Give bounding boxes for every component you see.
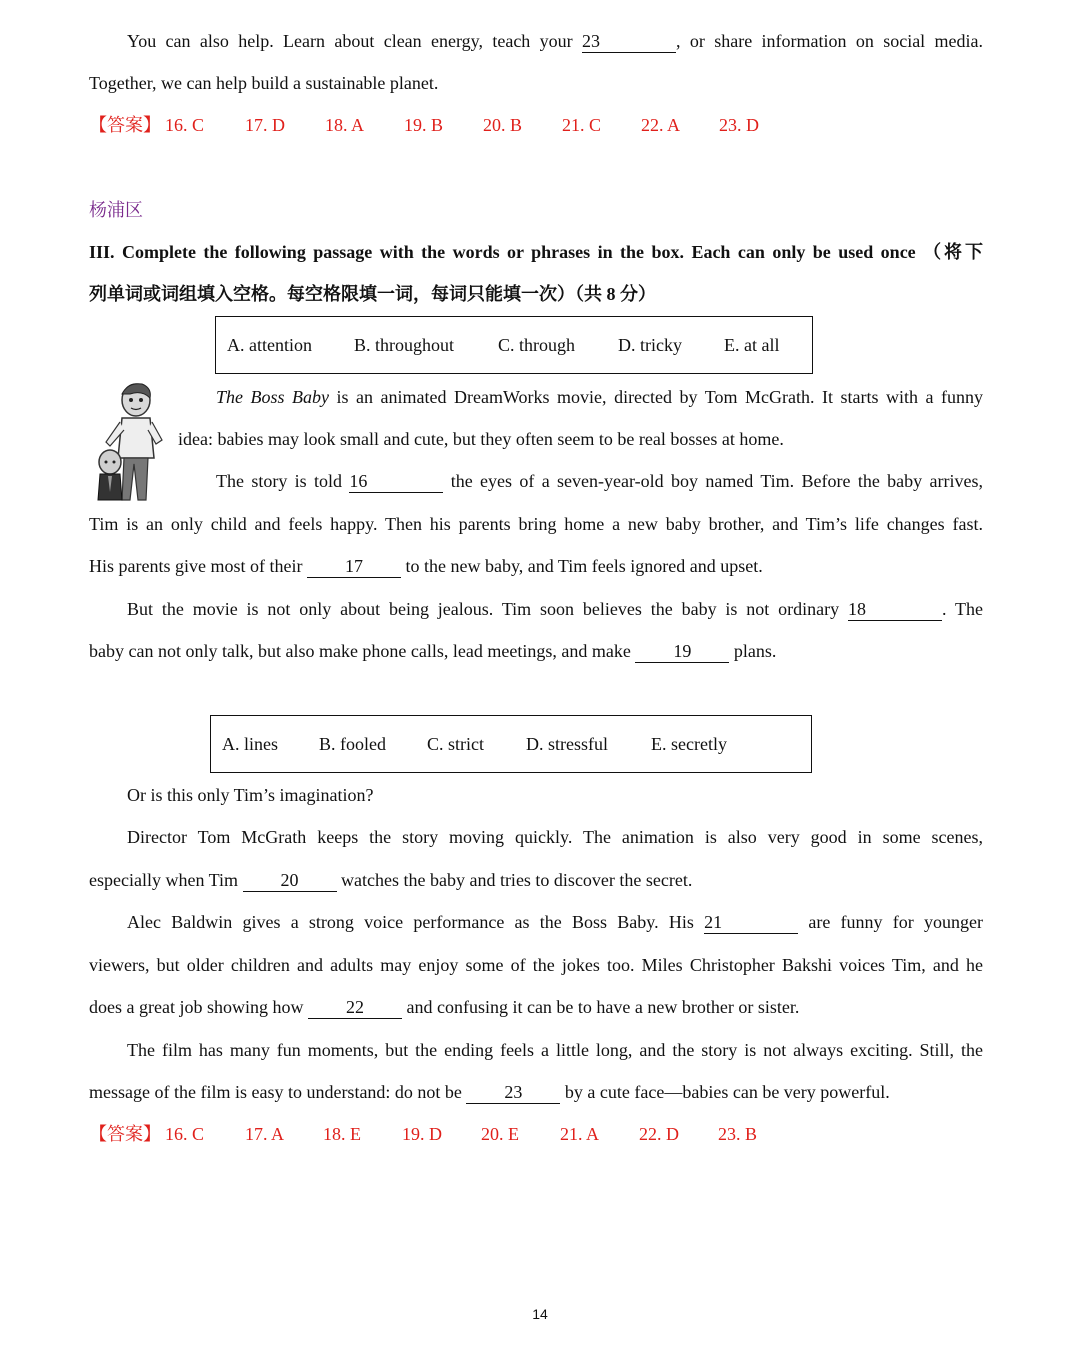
answer-item: 21. C (562, 115, 602, 135)
word-option: E. at all (724, 335, 780, 355)
answer-item: 23. D (719, 115, 759, 135)
text: Alec Baldwin gives a strong voice performance as the Boss Baby. His (127, 912, 694, 932)
blank-19: 19 (635, 640, 729, 663)
region-label: 杨浦区 (89, 200, 143, 220)
answer-item: 18. E (323, 1124, 361, 1144)
text: watches the baby and tries to discover the secret. (341, 870, 693, 890)
blank-20: 20 (243, 869, 337, 892)
answer-item: 20. E (481, 1124, 519, 1144)
passage-line: Director Tom McGrath keeps the story moving quickly. The animation is also very good in some scenes, (127, 827, 983, 847)
word-option: C. strict (427, 734, 484, 754)
section-title: III. Complete the following passage with the words or phrases in the box. Each can only be used once （将下 (89, 242, 983, 262)
text: 8 (606, 284, 616, 304)
passage-line (216, 385, 983, 409)
answer-item: 17. A (245, 1124, 285, 1144)
boss-baby-illustration (96, 380, 168, 508)
answer-item: 18. A (325, 115, 365, 135)
text: His parents give most of their (89, 556, 303, 576)
text: are funny for younger (808, 912, 983, 932)
answer-item: 22. A (641, 115, 681, 135)
passage-line (127, 597, 983, 621)
blank-21: 21 (704, 911, 798, 934)
text: plans. (733, 641, 777, 661)
blank-16: 16 (349, 470, 443, 493)
word-option: D. stressful (526, 734, 608, 754)
paragraph-line: Together, we can help build a sustainable planet. (89, 73, 439, 93)
text: , or share information on social media. (676, 31, 984, 51)
answer-key-2 (89, 1122, 989, 1146)
passage-line (89, 639, 776, 663)
text: You can also help. Learn about clean energy, teach your (127, 31, 573, 51)
answer-item: 22. D (639, 1124, 679, 1144)
passage-line (89, 868, 692, 892)
passage-line: Or is this only Tim’s imagination? (127, 785, 374, 805)
answer-prefix: 【答案】 (89, 115, 161, 135)
word-option: C. through (498, 335, 576, 355)
answer-item: 19. D (402, 1124, 442, 1144)
answer-item: 17. D (245, 115, 285, 135)
text: is an animated DreamWorks movie, directed by Tom McGrath. It starts with a funny (329, 387, 983, 407)
section-title-line2 (89, 282, 656, 306)
word-option: A. lines (222, 734, 278, 754)
text: the eyes of a seven-year-old boy named Tim. Before the baby arrives, (450, 471, 983, 491)
text: The story is told (216, 471, 343, 491)
paragraph-line (127, 29, 983, 53)
answer-item: 21. A (560, 1124, 600, 1144)
text: message of the film is easy to understand: do not be (89, 1082, 462, 1102)
text: does a great job showing how (89, 997, 304, 1017)
text: especially when Tim (89, 870, 238, 890)
passage-line (89, 995, 799, 1019)
word-box-2 (210, 715, 812, 773)
word-option: A. attention (227, 335, 312, 355)
passage-line: The film has many fun moments, but the ending feels a little long, and the story is not always exciting. Still, the (127, 1040, 983, 1060)
answer-item: 23. B (718, 1124, 758, 1144)
passage-line (89, 1080, 890, 1104)
word-box-1 (215, 316, 813, 374)
word-option: B. throughout (354, 335, 455, 355)
movie-title: The Boss Baby (216, 387, 330, 407)
answer-item: 20. B (483, 115, 523, 135)
word-option: E. secretly (651, 734, 727, 754)
text: 列单词或词组填入空格。每空格限填一词，每词只能填一次）（共 (89, 284, 607, 304)
text: to the new baby, and Tim feels ignored and upset. (405, 556, 763, 576)
word-option: B. fooled (319, 734, 386, 754)
text: But the movie is not only about being jealous. Tim soon believes the baby is not ordinary (127, 599, 840, 619)
text: 分） (615, 284, 656, 304)
word-option: D. tricky (618, 335, 682, 355)
blank-22: 22 (308, 996, 402, 1019)
text: by a cute face—babies can be very powerful. (564, 1082, 890, 1102)
text: baby can not only talk, but also make phone calls, lead meetings, and make (89, 641, 631, 661)
answer-item: 19. B (404, 115, 444, 135)
answer-item: 16. C (165, 1124, 205, 1144)
text: . The (941, 599, 983, 619)
blank-18: 18 (848, 598, 942, 621)
blank-23: 23 (582, 30, 676, 53)
answer-key-1 (89, 113, 989, 137)
passage-line (89, 554, 763, 578)
passage-line: idea: babies may look small and cute, but they often seem to be real bosses at home. (178, 429, 784, 449)
passage-line: viewers, but older children and adults may enjoy some of the jokes too. Miles Christopher Bakshi voices Tim, and he (89, 955, 983, 975)
passage-line: Tim is an only child and feels happy. Then his parents bring home a new baby brother, and Tim’s life changes fast. (89, 514, 983, 534)
blank-23: 23 (466, 1081, 560, 1104)
passage-line (127, 910, 983, 934)
passage-line (216, 469, 983, 493)
text: and confusing it can be to have a new brother or sister. (406, 997, 800, 1017)
answer-item: 16. C (165, 115, 205, 135)
answer-prefix: 【答案】 (89, 1124, 161, 1144)
page-number: 14 (532, 1306, 548, 1322)
blank-17: 17 (307, 555, 401, 578)
